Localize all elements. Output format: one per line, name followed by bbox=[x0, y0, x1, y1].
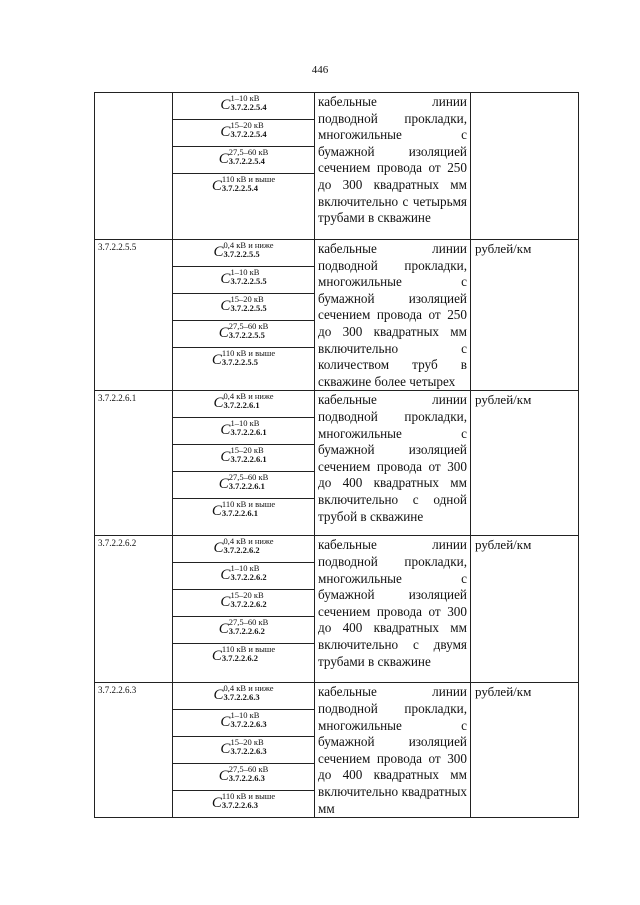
symbol-letter: C bbox=[220, 271, 231, 287]
code-subscript: 3.7.2.2.6.3 bbox=[228, 773, 265, 784]
description-cell bbox=[315, 683, 471, 818]
symbol-letter: C bbox=[211, 352, 222, 368]
tariff-symbol bbox=[173, 418, 314, 445]
tariff-symbol bbox=[173, 617, 314, 644]
symbol-letter: C bbox=[211, 178, 222, 194]
code-subscript: 3.7.2.2.6.1 bbox=[230, 454, 267, 465]
tariff-symbol bbox=[173, 710, 314, 737]
voltage-superscript: 15–20 кВ bbox=[230, 590, 264, 601]
tariff-symbol bbox=[173, 267, 314, 294]
table-row bbox=[95, 391, 579, 536]
unit-cell bbox=[471, 93, 579, 240]
symbol-letter: C bbox=[218, 476, 229, 493]
page-number: 446 bbox=[311, 64, 329, 76]
symbol-letter: C bbox=[220, 124, 231, 140]
voltage-superscript: 1–10 кВ bbox=[230, 563, 260, 574]
description-text: кабельные линии подводной прокладки, многожильные с бумажной изоляцией сечением провода от 250 до 300 квадратных мм включительно с количеством труб в скважине более четырех bbox=[318, 241, 467, 389]
voltage-superscript: 27,5–60 кВ bbox=[228, 617, 269, 628]
symbol-list bbox=[173, 536, 315, 683]
voltage-superscript: 110 кВ и выше bbox=[221, 644, 276, 655]
tariff-symbol bbox=[173, 147, 314, 174]
voltage-superscript: 27,5–60 кВ bbox=[228, 472, 269, 483]
description-cell bbox=[315, 93, 471, 240]
code-subscript: 3.7.2.2.6.2 bbox=[221, 653, 259, 664]
voltage-superscript: 0,4 кВ и ниже bbox=[223, 240, 274, 250]
symbol-list bbox=[173, 93, 315, 240]
unit-cell: рублей/км bbox=[471, 240, 579, 391]
symbol-letter: C bbox=[211, 795, 222, 812]
code-subscript: 3.7.2.2.6.2 bbox=[223, 545, 260, 556]
item-code bbox=[95, 93, 173, 240]
voltage-superscript: 1–10 кВ bbox=[230, 267, 260, 277]
code-subscript: 3.7.2.2.6.1 bbox=[223, 400, 260, 411]
symbol-list bbox=[173, 683, 315, 818]
description-cell bbox=[315, 240, 471, 391]
code-subscript: 3.7.2.2.6.2 bbox=[230, 572, 267, 583]
code-subscript: 3.7.2.2.5.4 bbox=[228, 156, 265, 166]
voltage-superscript: 15–20 кВ bbox=[230, 294, 264, 304]
voltage-superscript: 1–10 кВ bbox=[230, 418, 260, 429]
tariff-symbol bbox=[173, 563, 314, 590]
description-text: кабельные линии подводной прокладки, многожильные с бумажной изоляцией сечением провода от 300 до 400 квадратных мм включительно с одной трубой в скважине bbox=[318, 392, 467, 524]
voltage-superscript: 110 кВ и выше bbox=[221, 348, 276, 358]
code-subscript: 3.7.2.2.5.5 bbox=[230, 276, 267, 286]
code-subscript: 3.7.2.2.6.1 bbox=[228, 481, 265, 492]
symbol-letter: C bbox=[220, 741, 231, 758]
symbol-list bbox=[173, 240, 315, 391]
tariff-symbol bbox=[173, 499, 314, 525]
tariff-symbol bbox=[173, 120, 314, 147]
voltage-superscript: 0,4 кВ и ниже bbox=[223, 391, 274, 402]
symbol-letter: C bbox=[218, 621, 229, 638]
tariff-symbol bbox=[173, 590, 314, 617]
voltage-superscript: 1–10 кВ bbox=[230, 710, 260, 721]
item-code: 3.7.2.2.6.1 bbox=[95, 391, 173, 536]
tariff-symbol bbox=[173, 321, 314, 348]
item-code: 3.7.2.2.6.3 bbox=[95, 683, 173, 818]
tariff-symbol bbox=[173, 174, 314, 200]
description-cell bbox=[315, 536, 471, 683]
code-subscript: 3.7.2.2.5.5 bbox=[221, 357, 259, 367]
symbol-letter: C bbox=[211, 648, 222, 665]
symbol-letter: C bbox=[213, 687, 224, 704]
description-text: кабельные линии подводной прокладки, многожильные с бумажной изоляцией сечением провода от 250 до 300 квадратных мм включительно с четырьмя трубами в скважине bbox=[318, 94, 467, 226]
unit-cell: рублей/км bbox=[471, 391, 579, 536]
table-row bbox=[95, 536, 579, 683]
code-subscript: 3.7.2.2.6.1 bbox=[230, 427, 267, 438]
description-cell bbox=[315, 391, 471, 536]
code-subscript: 3.7.2.2.5.4 bbox=[230, 129, 267, 139]
symbol-letter: C bbox=[218, 325, 229, 341]
item-code: 3.7.2.2.5.5 bbox=[95, 240, 173, 391]
code-subscript: 3.7.2.2.6.3 bbox=[221, 800, 259, 811]
tariff-symbol bbox=[173, 93, 314, 120]
code-subscript: 3.7.2.2.6.3 bbox=[223, 692, 260, 703]
tariff-symbol bbox=[173, 348, 314, 374]
code-subscript: 3.7.2.2.5.4 bbox=[221, 183, 259, 193]
voltage-superscript: 15–20 кВ bbox=[230, 737, 264, 748]
tariff-symbol bbox=[173, 683, 314, 710]
tariff-symbol bbox=[173, 445, 314, 472]
tariff-symbol bbox=[173, 240, 314, 267]
tariff-symbol bbox=[173, 644, 314, 670]
tariff-symbol bbox=[173, 737, 314, 764]
code-subscript: 3.7.2.2.6.3 bbox=[230, 746, 267, 757]
voltage-superscript: 15–20 кВ bbox=[230, 445, 264, 456]
unit-cell: рублей/км bbox=[471, 536, 579, 683]
symbol-letter: C bbox=[218, 768, 229, 785]
voltage-superscript: 27,5–60 кВ bbox=[228, 764, 269, 775]
description-text: кабельные линии подводной прокладки, многожильные с бумажной изоляцией сечением провода от 300 до 400 квадратных мм включительно с двумя трубами в скважине bbox=[318, 537, 467, 669]
symbol-letter: C bbox=[213, 540, 224, 557]
voltage-superscript: 110 кВ и выше bbox=[221, 174, 276, 184]
tariff-symbol bbox=[173, 536, 314, 563]
symbol-letter: C bbox=[218, 151, 229, 167]
voltage-superscript: 27,5–60 кВ bbox=[228, 147, 269, 157]
tariff-symbol bbox=[173, 764, 314, 791]
tariff-table bbox=[94, 92, 579, 818]
unit-cell: рублей/км bbox=[471, 683, 579, 818]
voltage-superscript: 0,4 кВ и ниже bbox=[223, 683, 274, 694]
code-subscript: 3.7.2.2.5.5 bbox=[223, 249, 260, 259]
table-row bbox=[95, 683, 579, 818]
symbol-letter: C bbox=[220, 298, 231, 314]
item-code: 3.7.2.2.6.2 bbox=[95, 536, 173, 683]
voltage-superscript: 0,4 кВ и ниже bbox=[223, 536, 274, 547]
tariff-symbol bbox=[173, 791, 314, 817]
symbol-letter: C bbox=[220, 567, 231, 584]
tariff-symbol bbox=[173, 391, 314, 418]
table-row bbox=[95, 93, 579, 240]
symbol-letter: C bbox=[220, 594, 231, 611]
symbol-letter: C bbox=[220, 97, 231, 113]
code-subscript: 3.7.2.2.5.5 bbox=[230, 303, 267, 313]
symbol-letter: C bbox=[211, 503, 222, 520]
voltage-superscript: 110 кВ и выше bbox=[221, 499, 276, 510]
symbol-letter: C bbox=[213, 395, 224, 412]
symbol-letter: C bbox=[220, 422, 231, 439]
description-text: кабельные линии подводной прокладки, многожильные с бумажной изоляцией сечением провода от 300 до 400 квадратных мм включительно квадратных мм bbox=[318, 684, 467, 816]
code-subscript: 3.7.2.2.5.4 bbox=[230, 102, 267, 112]
voltage-superscript: 27,5–60 кВ bbox=[228, 321, 269, 331]
code-subscript: 3.7.2.2.5.5 bbox=[228, 330, 265, 340]
symbol-letter: C bbox=[220, 714, 231, 731]
code-subscript: 3.7.2.2.6.2 bbox=[230, 599, 267, 610]
tariff-symbol bbox=[173, 294, 314, 321]
symbol-letter: C bbox=[213, 244, 224, 260]
code-subscript: 3.7.2.2.6.2 bbox=[228, 626, 265, 637]
voltage-superscript: 15–20 кВ bbox=[230, 120, 264, 130]
code-subscript: 3.7.2.2.6.3 bbox=[230, 719, 267, 730]
code-subscript: 3.7.2.2.6.1 bbox=[221, 508, 259, 519]
symbol-letter: C bbox=[220, 449, 231, 466]
tariff-symbol bbox=[173, 472, 314, 499]
voltage-superscript: 110 кВ и выше bbox=[221, 791, 276, 802]
voltage-superscript: 1–10 кВ bbox=[230, 93, 260, 103]
symbol-list bbox=[173, 391, 315, 536]
table-row bbox=[95, 240, 579, 391]
